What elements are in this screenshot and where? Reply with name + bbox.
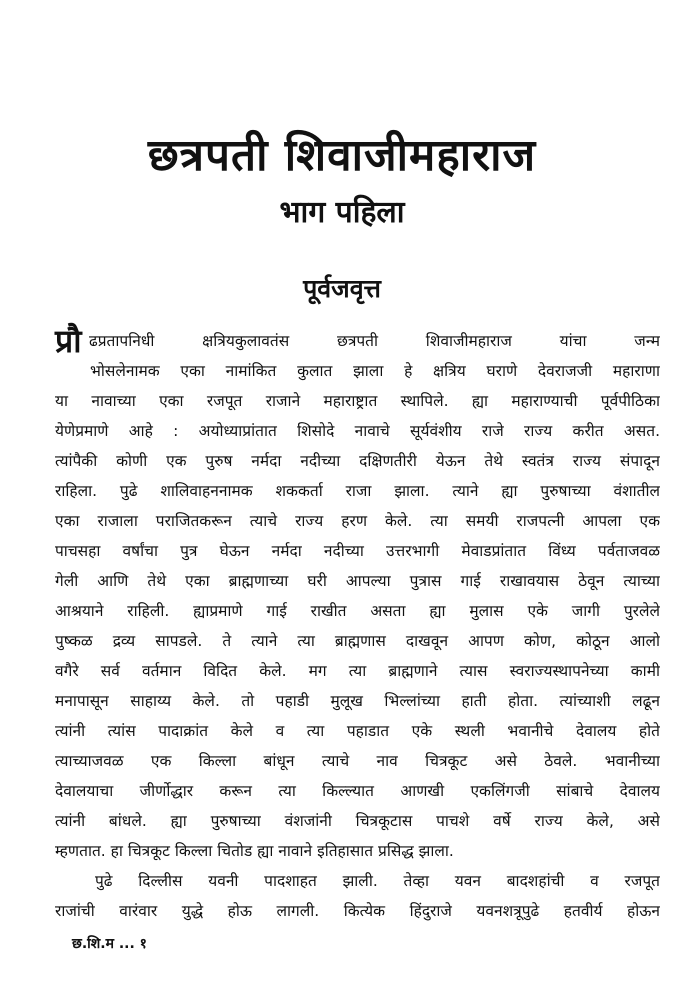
text-line: वगैरे सर्व वर्तमान विदित केले. मग त्या ब्राह्मणाने त्यास स्वराज्यस्थापनेच्या कामी	[55, 662, 660, 680]
text-line: राजांची वारंवार युद्धे होऊ लागली. कित्येक हिंदुराजे यवनशत्रूपुढे हतवीर्य होऊन	[55, 902, 660, 920]
text-line: त्यांनी बांधले. ह्या पुरुषाच्या वंशजांनी चित्रकूटास पाचशे वर्षे राज्य केले, असे	[55, 812, 660, 830]
text-line: पाचसहा वर्षांचा पुत्र घेऊन नर्मदा नदीच्या उत्तरभागी मेवाडप्रांतात विंध्य पर्वताजवळ	[55, 542, 660, 560]
signature-mark: छ.शि.म ... १	[72, 936, 147, 952]
text-line: त्यांनी त्यांस पादाक्रांत केले व त्या पहाडात एके स्थली भवानीचे देवालय होते	[55, 722, 660, 740]
text-line: आश्रयाने राहिली. ह्याप्रमाणे गाई राखीत असता ह्या मुलास एके जागी पुरलेले	[55, 602, 660, 620]
text-line: म्हणतात. हा चित्रकूट किल्ला चितोड ह्या नावाने इतिहासात प्रसिद्ध झाला.	[55, 842, 454, 860]
text-line: एका राजाला पराजितकरून त्याचे राज्य हरण केले. त्या समयी राजपत्नी आपला एक	[55, 512, 660, 530]
page-title: छत्रपती शिवाजीमहाराज	[147, 130, 537, 181]
text-line: येणेप्रमाणे आहे : अयोध्याप्रांतात शिसोदे नावाचे सूर्यवंशीय राजे राज्य करीत असत.	[55, 422, 660, 440]
text-line: राहिला. पुढे शालिवाहननामक शककर्ता राजा झाला. त्याने ह्या पुरुषाच्या वंशातील	[55, 482, 660, 500]
body-text	[55, 322, 660, 926]
text-line: ढप्रतापनिधी क्षत्रियकुलावतंस छत्रपती शिवाजीमहाराज यांचा जन्म	[89, 332, 660, 350]
part-subtitle: भाग पहिला	[279, 195, 405, 230]
text-line: देवालयाचा जीर्णोद्धार करून त्या किल्ल्यात आणखी एकलिंगजी सांबाचे देवालय	[55, 782, 660, 800]
text-line: या नावाच्या एका रजपूत राजाने महाराष्ट्रात स्थापिले. ह्या महाराण्याची पूर्वपीठिका	[55, 392, 660, 410]
text-line: मनापासून साहाय्य केले. तो पहाडी मुलूख भिल्लांच्या हाती होता. त्यांच्याशी लढून	[55, 692, 660, 710]
text-line: गेली आणि तेथे एका ब्राह्मणाच्या घरी आपल्या पुत्रास गाई राखावयास ठेवून त्याच्या	[55, 572, 660, 590]
drop-cap: प्रौ	[55, 322, 82, 360]
text-line: पुष्कळ द्रव्य सापडले. ते त्याने त्या ब्राह्मणास दाखवून आपण कोण, कोठून आलो	[55, 632, 660, 650]
section-heading: पूर्वजवृत्त	[303, 274, 381, 303]
text-line: पुढे दिल्लीस यवनी पादशाहत झाली. तेव्हा यवन बादशहांची व रजपूत	[95, 872, 660, 890]
text-line: त्यांपैकी कोणी एक पुरुष नर्मदा नदीच्या दक्षिणतीरी येऊन तेथे स्वतंत्र राज्य संपादून	[55, 452, 660, 470]
text-line: त्याच्याजवळ एक किल्ला बांधून त्याचे नाव चित्रकूट असे ठेवले. भवानीच्या	[55, 752, 660, 770]
text-line: भोसलेनामक एका नामांकित कुलात झाला हे क्षत्रिय घराणे देवराजजी महाराणा	[90, 362, 660, 380]
